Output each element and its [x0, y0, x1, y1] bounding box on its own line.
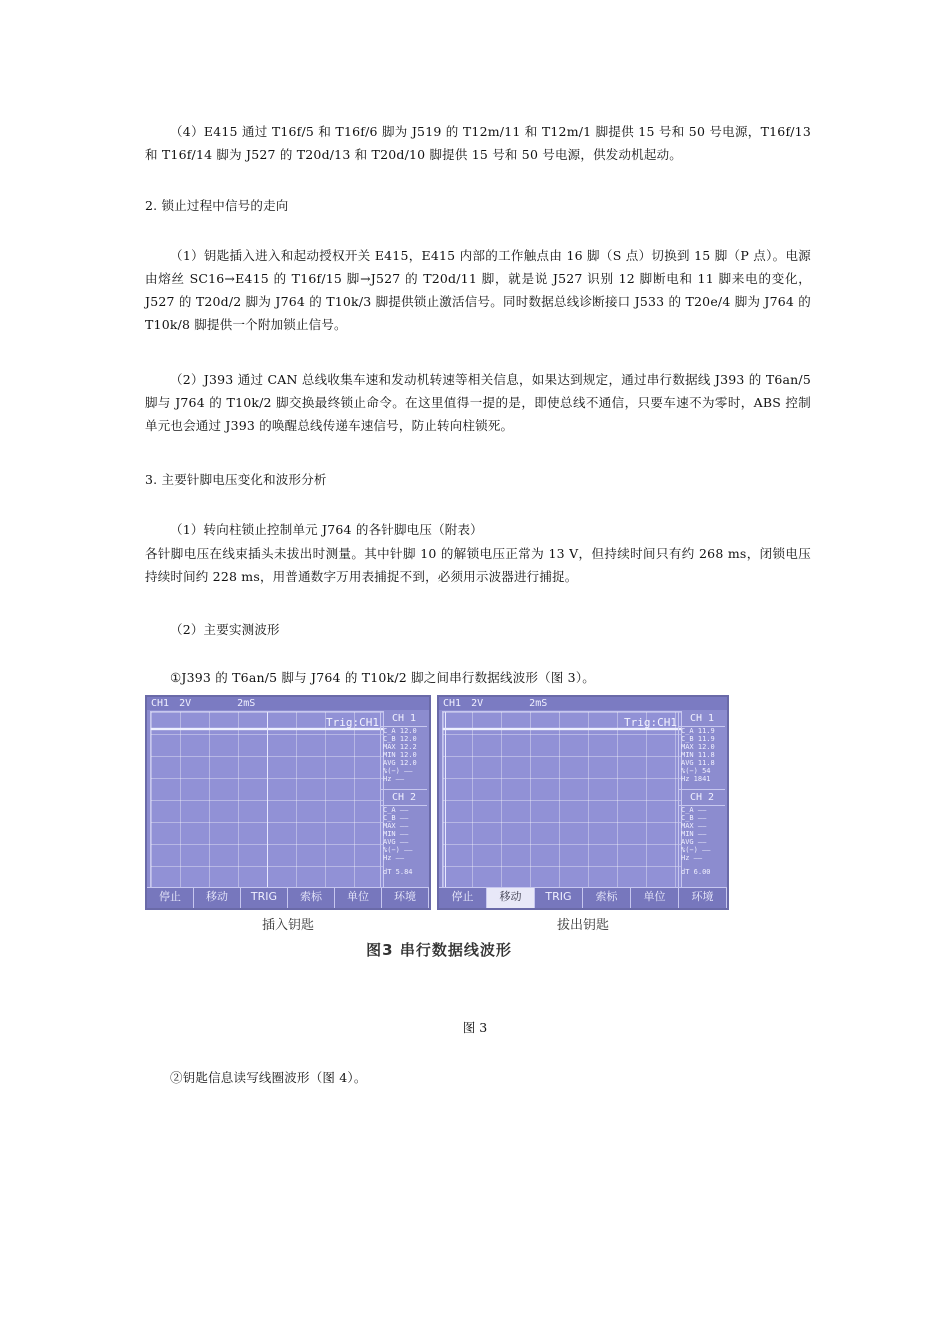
label-insert-key: 插入钥匙 — [261, 918, 314, 933]
scope-button-cursor[interactable]: 索标 — [288, 888, 335, 908]
meas2-c-a: C_A —— — [681, 806, 707, 814]
meas-c-b: C_B 11.9 — [681, 735, 715, 743]
scope-button-trig[interactable]: TRIG — [241, 888, 288, 908]
measurement-panel — [380, 711, 427, 889]
cursor-line — [267, 712, 268, 890]
meas-max: MAX 12.0 — [681, 743, 715, 751]
meas2-min: MIN —— — [383, 830, 409, 838]
scope-button-stop[interactable]: 停止 — [147, 888, 194, 908]
scope-grid — [150, 711, 384, 891]
paragraph-power-supply: （4）E415 通过 T16f/5 和 T16f/6 脚为 J519 的 T12m/11 和 T12m/1 脚提供 15 号和 50 号电源，T16f/13 和 T16f/14 脚为 J527 的 T20d/13 和 T20d/10 脚提供 15 号和 50 号电源，供发动机起动。 — [145, 124, 811, 162]
meas-max: MAX 12.2 — [383, 743, 417, 751]
channel-label: CH1 — [443, 698, 462, 709]
channel-label: CH1 — [151, 698, 170, 709]
trigger-label: Trig:CH1 — [326, 716, 379, 729]
paragraph-pin-voltage: 各针脚电压在线束插头未拔出时测量。其中针脚 10 的解锁电压正常为 13 V，但持续时间只有约 268 ms，闭锁电压持续时间约 228 ms，用普通数字万用表捕捉不到，必须用示波器进行捕捉。 — [145, 546, 811, 584]
scope-button-trig[interactable]: TRIG — [535, 888, 583, 908]
ch2-header: CH 2 — [381, 789, 427, 806]
meas2-min: MIN —— — [681, 830, 707, 838]
scope-top-bar — [147, 697, 429, 710]
scope-button-env[interactable]: 环境 — [679, 888, 727, 908]
meas2-duty: %(−) —— — [383, 846, 413, 854]
meas-duty: %(−) 54 — [681, 767, 711, 775]
figure-3 — [145, 695, 733, 965]
trigger-label: Trig:CH1 — [624, 716, 677, 729]
meas2-avg: AVG —— — [681, 838, 707, 846]
paragraph-can-bus: （2）J393 通过 CAN 总线收集车速和发动机转速等相关信息，如果达到规定，通过串行数据线 J393 的 T6an/5 脚与 J764 的 T10k/2 脚交换最终锁止命令。在这里值得一提的是，即使总线不通信，只要车速不为零时，ABS 控制单元也会通过 J393 的唤醒总线传递车速信号，防止转向柱锁死。 — [145, 372, 811, 433]
scope-button-stop[interactable]: 停止 — [439, 888, 487, 908]
meas-avg: AVG 12.0 — [383, 759, 417, 767]
meas-avg: AVG 11.8 — [681, 759, 715, 767]
meas2-duty: %(−) —— — [681, 846, 711, 854]
scope-button-bar — [439, 887, 727, 908]
meas2-c-b: C_B —— — [681, 814, 707, 822]
meas-hz: Hz —— — [383, 775, 405, 783]
figure-caption: 图 3 — [462, 1020, 488, 1035]
paragraph-lock-signal: （1）钥匙插入进入和起动授权开关 E415，E415 内部的工作触点由 16 脚（S 点）切换到 15 脚（P 点）。电源由熔丝 SC16→E415 的 T16f/15 脚→J527 的 T20d/11 脚，就是说 J527 识别 12 脚断电和 11 脚来电的变化，J527 的 T20d/2 脚为 J764 的 T10k/3 脚提供锁止激活信号。同时数据总线诊断接口 J533 的 T20e/4 脚为 J764 的 T10k/8 脚提供一个附加锁止信号。 — [145, 248, 811, 332]
volt-div: 2V — [179, 698, 192, 709]
measurement-panel — [678, 711, 725, 889]
meas-c-a: C_A 11.9 — [681, 727, 715, 735]
scope-button-unit[interactable]: 单位 — [631, 888, 679, 908]
scope-button-move[interactable]: 移动 — [194, 888, 241, 908]
time-div: 2mS — [529, 698, 548, 709]
meas2-max: MAX —— — [681, 822, 707, 830]
scope-button-cursor[interactable]: 索标 — [583, 888, 631, 908]
ch2-header: CH 2 — [679, 789, 725, 806]
scope-button-env[interactable]: 环境 — [382, 888, 429, 908]
scope-button-unit[interactable]: 单位 — [335, 888, 382, 908]
meas2-c-a: C_A —— — [383, 806, 409, 814]
scope-button-move[interactable]: 移动 — [487, 888, 535, 908]
ch1-header: CH 1 — [679, 711, 725, 727]
scope-top-bar — [439, 697, 727, 710]
scope-grid — [442, 711, 682, 891]
ch1-header: CH 1 — [381, 711, 427, 727]
meas2-max: MAX —— — [383, 822, 409, 830]
meas-dt: dT 5.84 — [383, 868, 413, 876]
meas2-hz: Hz —— — [383, 854, 405, 862]
meas-min: MIN 11.8 — [681, 751, 715, 759]
paragraph-pin-voltage-title: （1）转向柱锁止控制单元 J764 的各针脚电压（附表） — [170, 522, 483, 537]
oscilloscope-right — [437, 695, 729, 910]
figure-title: 图3 串行数据线波形 — [366, 941, 512, 959]
paragraph-key-coil: ②钥匙信息读写线圈波形（图 4）。 — [170, 1070, 367, 1085]
volt-div: 2V — [471, 698, 484, 709]
meas-c-b: C_B 12.0 — [383, 735, 417, 743]
paragraph-serial-waveform: ①J393 的 T6an/5 脚与 J764 的 T10k/2 脚之间串行数据线波形（图 3）。 — [170, 670, 595, 685]
paragraph-waveform-title: （2）主要实测波形 — [170, 622, 280, 637]
section-heading-3: 3. 主要针脚电压变化和波形分析 — [145, 472, 327, 487]
oscilloscope-left — [145, 695, 431, 910]
meas-min: MIN 12.0 — [383, 751, 417, 759]
scope-button-bar — [147, 887, 429, 908]
meas2-hz: Hz —— — [681, 854, 703, 862]
meas2-c-b: C_B —— — [383, 814, 409, 822]
meas-duty: %(−) —— — [383, 767, 413, 775]
cursor-line — [445, 712, 446, 890]
meas-dt: dT 6.00 — [681, 868, 711, 876]
time-div: 2mS — [237, 698, 256, 709]
meas-hz: Hz 1841 — [681, 775, 711, 783]
meas2-avg: AVG —— — [383, 838, 409, 846]
section-heading-2: 2. 锁止过程中信号的走向 — [145, 198, 289, 213]
label-remove-key: 拔出钥匙 — [556, 918, 609, 933]
meas-c-a: C_A 12.0 — [383, 727, 417, 735]
